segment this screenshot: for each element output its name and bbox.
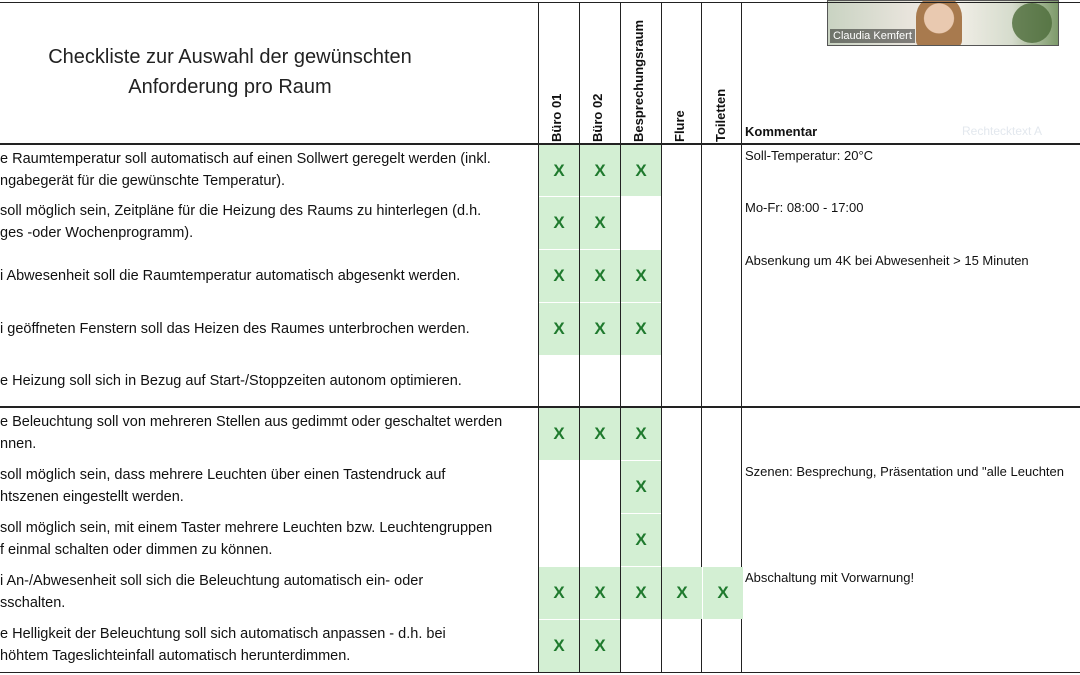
comment-cell[interactable]: Mo-Fr: 08:00 - 17:00 [745,200,864,215]
requirement-text [0,464,532,508]
requirement-line-2: höhtem Tageslichteinfall automatisch herunterdimmen. [0,648,351,664]
requirement-line-2: nnen. [0,436,37,452]
requirement-text [0,623,532,667]
check-cell[interactable]: X [621,303,661,355]
table-row [0,249,1080,302]
requirement-text [0,370,532,392]
check-cell[interactable]: X [621,408,661,460]
requirement-line-1: e Beleuchtung soll von mehreren Stellen aus gedimmt oder geschaltet werden [0,414,503,430]
check-cell[interactable]: X [580,197,620,249]
check-cell[interactable] [580,356,620,407]
check-cell[interactable]: X [580,145,620,196]
check-cell[interactable] [703,514,743,566]
column-header-toiletten: Toiletten [713,88,728,142]
check-cell[interactable]: X [621,567,661,619]
requirement-line-2: f einmal schalten oder dimmen zu können. [0,542,273,558]
check-cell[interactable]: X [539,303,579,355]
check-cell[interactable]: X [621,514,661,566]
table-row [0,460,1080,513]
check-cell[interactable] [662,461,702,513]
column-header-buero-01: Büro 01 [549,93,564,142]
table-bottom-border [0,672,1080,673]
check-cell[interactable]: X [580,567,620,619]
ghost-label: Rechtecktext A [962,124,1043,138]
check-cell[interactable] [621,356,661,407]
table-row [0,619,1080,672]
requirement-text [0,148,532,192]
check-cell[interactable] [621,197,661,249]
check-cell[interactable] [703,461,743,513]
check-cell[interactable]: X [580,408,620,460]
check-cell[interactable]: X [539,408,579,460]
requirement-line-1: e Helligkeit der Beleuchtung soll sich automatisch anpassen - d.h. bei [0,626,446,642]
requirement-line-2: sschalten. [0,595,66,611]
column-header-kommentar: Kommentar [745,124,818,139]
check-cell[interactable] [662,356,702,407]
table-row [0,144,1080,196]
table-title [0,42,460,102]
check-cell[interactable]: X [621,145,661,196]
check-cell[interactable] [662,197,702,249]
check-cell[interactable] [703,303,743,355]
title-line-2: Anforderung pro Raum [128,76,332,98]
video-thumbnail[interactable] [827,0,1059,46]
column-header-buero-02: Büro 02 [590,93,605,142]
requirement-text [0,318,532,340]
comment-cell[interactable]: Absenkung um 4K bei Abwesenheit > 15 Minuten [745,253,1029,268]
check-cell[interactable]: X [539,145,579,196]
check-cell[interactable]: X [539,567,579,619]
table-row [0,196,1080,249]
check-cell[interactable] [703,250,743,302]
check-cell[interactable]: X [580,620,620,672]
title-line-1: Checkliste zur Auswahl der gewünschten [48,46,412,68]
column-header-flure: Flure [672,110,687,142]
check-cell[interactable] [703,620,743,672]
check-cell[interactable] [703,197,743,249]
check-cell[interactable] [662,145,702,196]
comment-cell[interactable]: Soll-Temperatur: 20°C [745,148,874,163]
requirement-line-1: soll möglich sein, mit einem Taster mehrere Leuchten bzw. Leuchtengruppen [0,520,493,536]
check-cell[interactable] [662,408,702,460]
check-cell[interactable]: X [703,567,743,619]
requirement-text [0,265,532,287]
check-cell[interactable] [662,303,702,355]
table-row [0,302,1080,355]
check-cell[interactable]: X [580,250,620,302]
check-cell[interactable] [703,356,743,407]
table-row [0,407,1080,460]
check-cell[interactable] [621,620,661,672]
requirement-text [0,411,532,455]
requirement-line-2: htszenen eingestellt werden. [0,489,184,505]
check-cell[interactable] [703,408,743,460]
requirement-text [0,570,532,614]
check-cell[interactable]: X [580,303,620,355]
check-cell[interactable] [580,514,620,566]
requirement-text [0,200,532,244]
table-row [0,355,1080,407]
check-cell[interactable]: X [539,250,579,302]
check-cell[interactable] [662,250,702,302]
check-cell[interactable]: X [621,250,661,302]
requirement-line-1: e Raumtemperatur soll automatisch auf einen Sollwert geregelt werden (inkl. [0,151,491,167]
check-cell[interactable] [662,620,702,672]
check-cell[interactable] [703,145,743,196]
table-top-border [0,2,1080,3]
requirement-line-1: i geöffneten Fenstern soll das Heizen des Raumes unterbrochen werden. [0,321,470,337]
column-header-besprechungsraum: Besprechungsraum [631,19,646,142]
comment-cell[interactable]: Abschaltung mit Vorwarnung! [745,570,915,585]
check-cell[interactable] [539,514,579,566]
check-cell[interactable] [539,356,579,407]
check-cell[interactable]: X [539,620,579,672]
participant-name: Claudia Kemfert [830,29,915,43]
check-cell[interactable] [580,461,620,513]
plant-decoration [1012,3,1052,43]
requirement-line-1: soll möglich sein, dass mehrere Leuchten über einen Tastendruck auf [0,467,446,483]
table-row [0,513,1080,566]
check-cell[interactable]: X [662,567,702,619]
requirement-line-1: e Heizung soll sich in Bezug auf Start-/Stoppzeiten autonom optimieren. [0,373,462,389]
check-cell[interactable]: X [621,461,661,513]
check-cell[interactable] [539,461,579,513]
requirement-line-1: soll möglich sein, Zeitpläne für die Heizung des Raums zu hinterlegen (d.h. [0,203,482,219]
participant-avatar [916,0,962,46]
check-cell[interactable]: X [539,197,579,249]
comment-cell[interactable]: Szenen: Besprechung, Präsentation und "alle Leuchten [745,464,1065,479]
table-row [0,566,1080,619]
requirement-line-1: i Abwesenheit soll die Raumtemperatur automatisch abgesenkt werden. [0,268,461,284]
requirement-text [0,517,532,561]
check-cell[interactable] [662,514,702,566]
requirement-line-1: i An-/Abwesenheit soll sich die Beleuchtung automatisch ein- oder [0,573,424,589]
requirement-line-2: ngabegerät für die gewünschte Temperatur). [0,173,286,189]
requirement-line-2: ges -oder Wochenprogramm). [0,225,194,241]
